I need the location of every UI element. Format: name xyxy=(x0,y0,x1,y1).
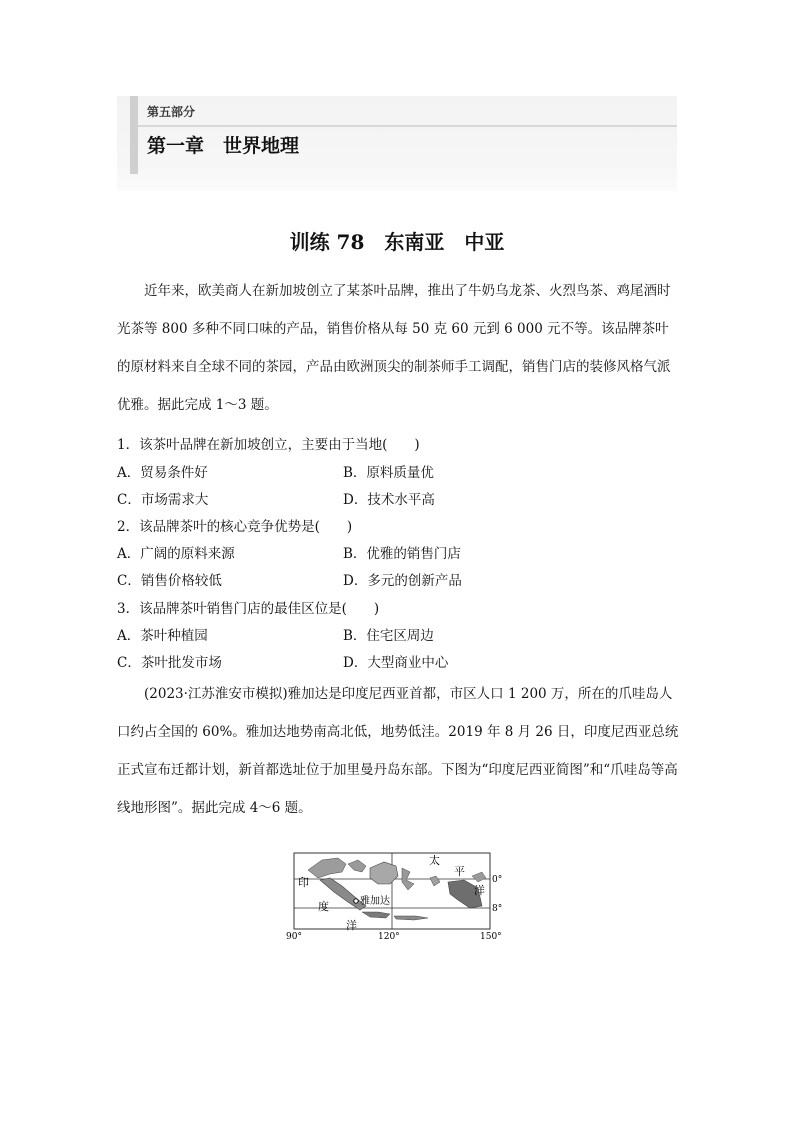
page-title: 训练 78 东南亚 中亚 xyxy=(289,230,505,254)
question-1-stem: 1．该茶叶品牌在新加坡创立，主要由于当地( ) xyxy=(117,437,420,453)
label-ping: 平 xyxy=(454,865,465,878)
passage-2 xyxy=(117,675,682,827)
question-1-option-c[interactable]: C．市场需求大 xyxy=(117,492,209,508)
passage-1 xyxy=(117,272,682,424)
question-2-stem: 2．该品牌茶叶的核心竞争优势是( ) xyxy=(117,519,353,535)
label-yang-pacific: 洋 xyxy=(474,884,485,897)
part-label: 第五部分 xyxy=(147,105,196,119)
question-1-option-b[interactable]: B．原料质量优 xyxy=(343,465,434,481)
indonesia-map-figure xyxy=(286,850,506,942)
header-divider xyxy=(138,125,677,127)
chapter-title: 第一章 世界地理 xyxy=(147,135,300,157)
jakarta-marker xyxy=(354,899,358,903)
question-2-option-b[interactable]: B．优雅的销售门店 xyxy=(343,546,461,562)
tick-lon-120: 120° xyxy=(378,932,400,942)
tick-lon-150: 150° xyxy=(480,932,502,942)
label-tai: 太 xyxy=(429,854,440,867)
tick-lon-90: 90° xyxy=(286,932,302,942)
label-jakarta: 雅加达 xyxy=(360,896,390,907)
question-3-stem: 3．该品牌茶叶销售门店的最佳区位是( ) xyxy=(117,601,380,617)
tick-lat-0: 0° xyxy=(492,875,503,885)
question-2-option-a[interactable]: A．广阔的原料来源 xyxy=(117,546,235,562)
indonesia-map xyxy=(286,850,506,942)
label-du: 度 xyxy=(318,900,329,913)
header-accent-bar xyxy=(130,96,138,174)
question-3-option-c[interactable]: C．茶叶批发市场 xyxy=(117,655,222,671)
question-1-option-d[interactable]: D．技术水平高 xyxy=(343,492,435,508)
passage-1-text: 近年来，欧美商人在新加坡创立了某茶叶品牌，推出了牛奶乌龙茶、火烈鸟茶、鸡尾酒时光茶等 800 多种不同口味的产品，销售价格从每 50 克 60 元到 6 000 元不等。该品牌茶叶的原材料来自全球不同的茶园，产品由欧洲顶尖的制茶师手工调配，销售门店的装修风格气派优雅。据此完成 1～3 题。 xyxy=(117,283,671,413)
question-2-option-d[interactable]: D．多元的创新产品 xyxy=(343,573,462,589)
question-2-option-c[interactable]: C．销售价格较低 xyxy=(117,573,222,589)
question-3-option-d[interactable]: D．大型商业中心 xyxy=(343,655,449,671)
question-3-option-b[interactable]: B．住宅区周边 xyxy=(343,628,434,644)
passage-2-text: (2023·江苏淮安市模拟)雅加达是印度尼西亚首都，市区人口 1 200 万，所在的爪哇岛人口约占全国的 60%。雅加达地势南高北低，地势低洼。2019 年 8 月 26 日，印度尼西亚总统正式宣布迁都计划，新首都选址位于加里曼丹岛东部。下图为“印度尼西亚简图”和“爪哇岛等高线地形图”。据此完成 4～6 题。 xyxy=(117,686,679,816)
question-1-option-a[interactable]: A．贸易条件好 xyxy=(117,465,208,481)
label-yang-indian: 洋 xyxy=(346,919,357,932)
tick-lat-8: 8° xyxy=(492,904,503,914)
question-3-option-a[interactable]: A．茶叶种植园 xyxy=(117,628,208,644)
label-yin: 印 xyxy=(298,876,309,889)
